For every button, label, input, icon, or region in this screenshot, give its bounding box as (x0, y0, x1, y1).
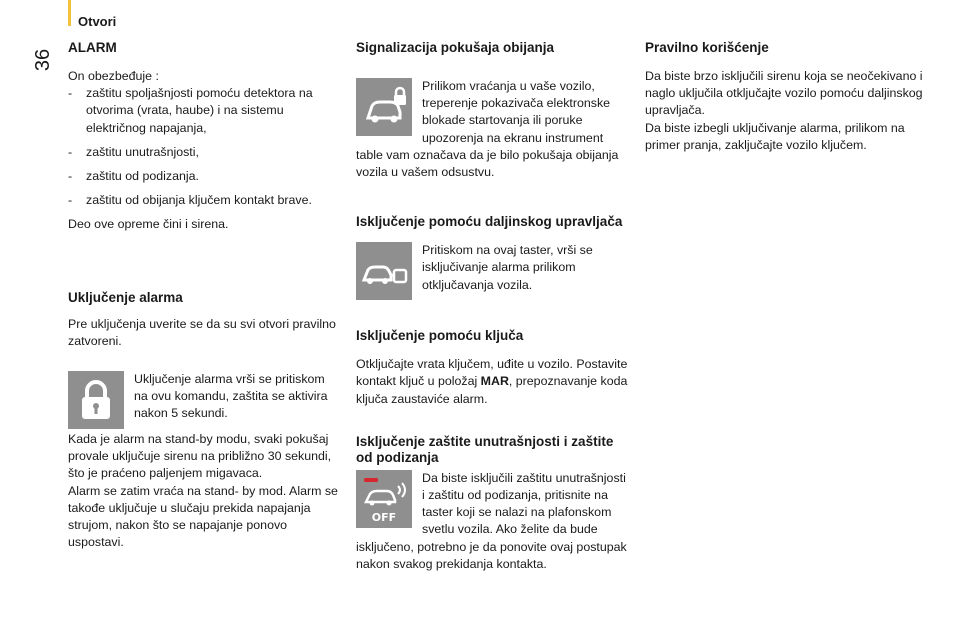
activation-more-2: Alarm se zatim vraća na stand- by mod. Alarm se takođe uključuje u slučaju prekida napajanja strujom, nakon što se napajanje ponovo uspostavi. (68, 483, 338, 550)
alarm-note: Deo ove opreme čini i sirena. (68, 217, 229, 232)
immobilizer-warning-icon (356, 78, 412, 136)
alarm-intro: On obezbeđuje : (68, 69, 159, 83)
alarm-feature-list (68, 85, 340, 209)
activation-heading: Uključenje alarma (68, 289, 183, 305)
remote-block (356, 242, 628, 302)
interior-heading: Isključenje zaštite unutrašnjosti i zaštite od podizanja (356, 433, 614, 465)
list-dash: - (68, 144, 73, 159)
list-item: - zaštitu od obijanja ključem kontakt brave. (68, 192, 340, 209)
usage-text-2: Da biste izbegli uključivanje alarma, prilikom na primer pranja, zaključajte vozilo ključem. (645, 120, 905, 152)
list-item: - zaštitu spoljašnjosti pomoću detektora na otvorima (vrata, haube) i na sistemu električnog napajanja, (68, 86, 313, 135)
activation-more: Kada je alarm na stand-by modu, svaki pokušaj provale uključuje sirenu na približno 30 sekundi, što je praćeno paljenjem migavaca. (68, 432, 332, 481)
interior-text: Da biste isključili zaštitu unutrašnjosti i zaštitu od podizanja, pritisnite na taster koji se nalazi na plafonskom svetlu vozila. Ako želite da bude isključeno, potrebno je da ponovite ovaj postupak nakon svakog prekidanja kontakta. (356, 470, 627, 571)
padlock-icon (68, 371, 124, 429)
activation-icon-text: Uključenje alarma vrši se pritiskom na ovu komandu, zaštita se aktivira nakon 5 sekundi. (134, 372, 328, 421)
key-text: Otključajte vrata ključem, uđite u vozilo. Postavite kontakt ključ u položaj MAR, prepoznavanje koda ključa zaustaviće alarm. (356, 357, 628, 406)
usage-text-1: Da biste brzo isključili sirenu koja se neočekivano i naglo uključila otključajte vozilo pomoću daljinskog upravljača. (645, 69, 923, 118)
section-title: Otvori (78, 14, 117, 29)
activation-text: Pre uključenja uverite se da su svi otvori pravilno zatvoreni. (68, 316, 336, 348)
remote-key-icon (356, 242, 412, 300)
signal-heading: Signalizacija pokušaja obijanja (356, 40, 555, 55)
list-dash: - (68, 193, 73, 208)
signal-block (356, 78, 628, 181)
list-dash: - (68, 86, 73, 101)
column-usage (645, 40, 925, 154)
signal-text: Prilikom vraćanja u vaše vozilo, treperenje pokazivača elektronske blokade startovanja ili poruke upozorenja na ekranu instrument table vam označava da je bilo pokušaja obijanja vozila u vašem odsustvu. (356, 79, 619, 180)
list-item: - zaštitu unutrašnjosti, (68, 144, 340, 161)
list-dash: - (68, 169, 73, 184)
column-signalization (356, 40, 628, 573)
activation-icon-block (68, 371, 340, 431)
remote-text: Pritiskom na ovaj taster, vrši se isključivanje alarma prilikom otključavanja vozila. (422, 243, 593, 292)
off-label: OFF (371, 510, 397, 524)
remote-heading: Isključenje pomoću daljinskog upravljača (356, 214, 623, 230)
key-heading: Isključenje pomoću ključa (356, 328, 524, 344)
interior-protection-off-icon (356, 470, 412, 528)
list-item: - zaštitu od podizanja. (68, 168, 340, 185)
interior-block (356, 470, 628, 573)
page-number: 36 (32, 48, 54, 72)
usage-heading: Pravilno korišćenje (645, 40, 769, 55)
column-alarm (68, 40, 340, 551)
header-accent-bar (68, 0, 71, 26)
alarm-heading: ALARM (68, 40, 117, 55)
